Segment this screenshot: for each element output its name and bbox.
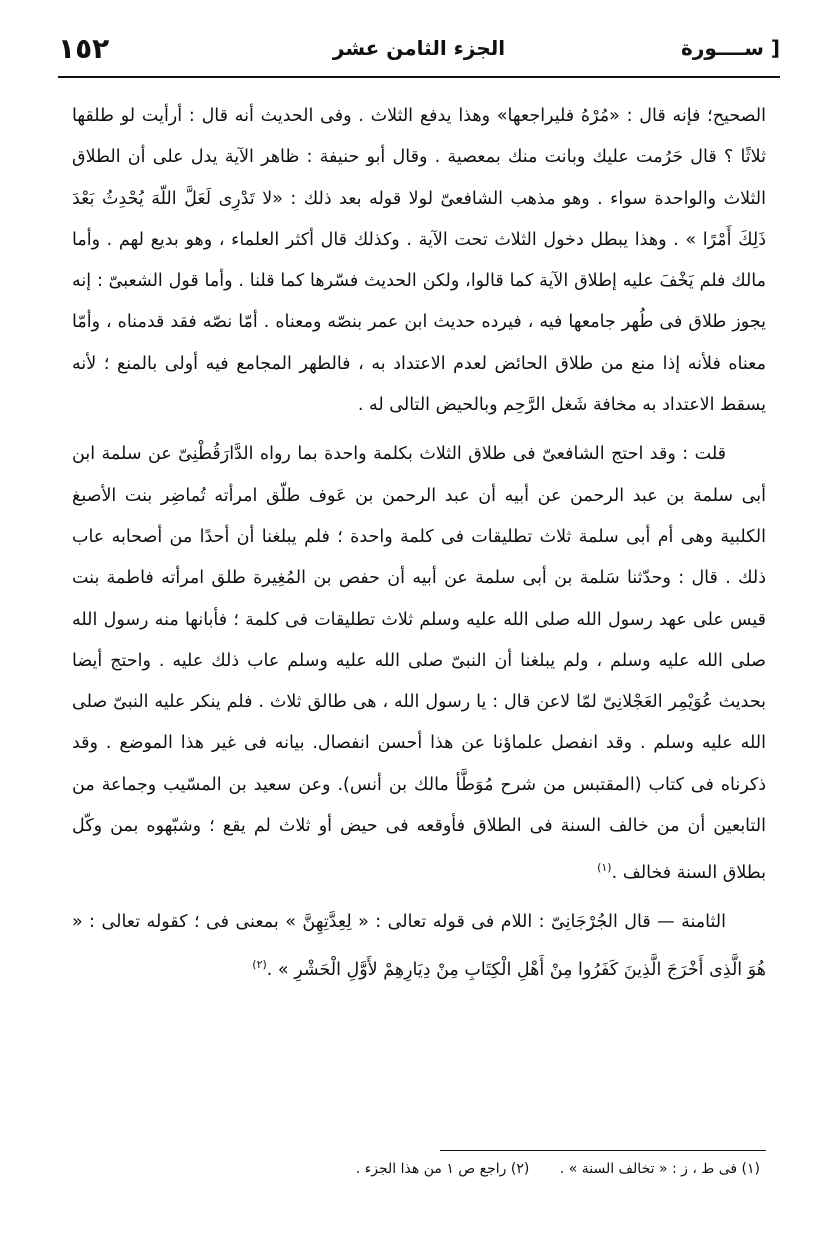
paragraph-1: الصحيح؛ فإنه قال : «مُرْهُ فليراجعها» وهذا يدفع الثلاث . وفى الحديث أنه قال : أرأيت لو طلقها ثلاثًا ؟ قال حَرُمت عليك وبانت منك بمعصية . وقال أبو حنيفة : ظاهر الآية يدل على أن الطلاق الثلاث والواحدة سواء . وهو مذهب الشافعىّ لولا قوله بعد ذلك : «لا تَدْرِى لَعَلَّ اللّهَ يُحْدِثُ بَعْدَ ذَلِكَ أَمْرًا » . وهذا يبطل دخول الثلاث تحت الآية . وكذلك قال أكثر العلماء ، وهو بديع لهم . وأما مالك فلم يَخْفَ عليه إطلاق الآية كما قالوا، ولكن الحديث فسّرها كما قلنا . وأما قول الشعبىّ : إنه يجوز طلاق فى طُهر جامعها فيه ، فيرده حديث ابن عمر بنصّه ومعناه . أمّا نصّه فقد قدمناه ، وأمّا معناه فلأنه إذا منع من طلاق الحائض لعدم الاعتداد به ، فالطهر المجامع فيه أولى بالمنع ؛ لأنه يسقط الاعتداد به مخافة شَغل الرَّحِم وبالحيض التالى له .: [72, 106, 766, 416]
paragraph-2: [72, 434, 766, 894]
footnotes: [230, 1158, 760, 1180]
running-title: الجزء الثامن عشر: [332, 36, 506, 60]
footnote-2: (٢) راجع ص ١ من هذا الجزء .: [355, 1161, 530, 1177]
footnote-1: (١) فى ط ، ز : « تخالف السنة » .: [559, 1161, 760, 1177]
header-rule: [58, 76, 780, 78]
footnote-marker-1: (١): [597, 861, 612, 875]
footnote-rule: [440, 1150, 766, 1151]
paragraph-3: [72, 902, 766, 990]
page-header: [58, 30, 780, 74]
page-number: ١٥٢: [58, 32, 110, 65]
surah-label: [ ســــورة: [681, 36, 780, 60]
paragraph-3-text: الثامنة — قال الجُرْجَانِىّ : اللام فى قوله تعالى : « لِعِدَّتِهِنَّ » بمعنى فى ؛ كقوله تعالى : « هُوَ الَّذِى أَخْرَجَ الَّذِينَ كَفَرُوا مِنْ أَهْلِ الْكِتَابِ مِنْ دِيَارِهِمْ لأَوَّلِ الْحَشْرِ » .: [72, 912, 766, 980]
paragraph-2-text: قلت : وقد احتج الشافعىّ فى طلاق الثلاث بكلمة واحدة بما رواه الدَّارَقُطْنِىّ عن سلمة ابن أبى سلمة بن عبد الرحمن عن أبيه أن عبد الرحمن بن عَوف طلّق امرأته تُماضِر بنت الأصبغ الكلبية وهى أم أبى سلمة ثلاث تطليقات فى كلمة واحدة ؛ فلم يبلغنا أن أحدًا من أصحابه عاب ذلك . قال : وحدّثنا سَلمة بن أبى سلمة عن أبيه أن حفص بن المُغِيرة طلق امرأته فاطمة بنت قيس على عهد رسول الله صلى الله عليه وسلم ثلاث تطليقات فى كلمة ؛ فأبانها منه رسول الله صلى الله عليه وسلم ، ولم يبلغنا أن النبىّ صلى الله عليه وسلم عاب ذلك عليه . واحتج أيضا بحديث عُوَيْمِر العَجْلانِىّ لمّا لاعن قال : يا رسول الله ، هى طالق ثلاث . فلم ينكر عليه النبىّ صلى الله عليه وسلم . وقد انفصل علماؤنا عن هذا أحسن انفصال. بيانه فى غير هذا الموضع . وقد ذكرناه فى كتاب (المقتبس من شرح مُوَطَّأ مالك بن أنس). وعن سعيد بن المسّيب وجماعة من التابعين أن من خالف السنة فى الطلاق فأوقعه فى حيض أو ثلاث لم يقع ؛ وشبّهوه بمن وكّل بطلاق السنة فخالف .: [72, 444, 766, 884]
footnote-marker-2: (٢): [252, 957, 267, 971]
main-text: [72, 96, 766, 991]
